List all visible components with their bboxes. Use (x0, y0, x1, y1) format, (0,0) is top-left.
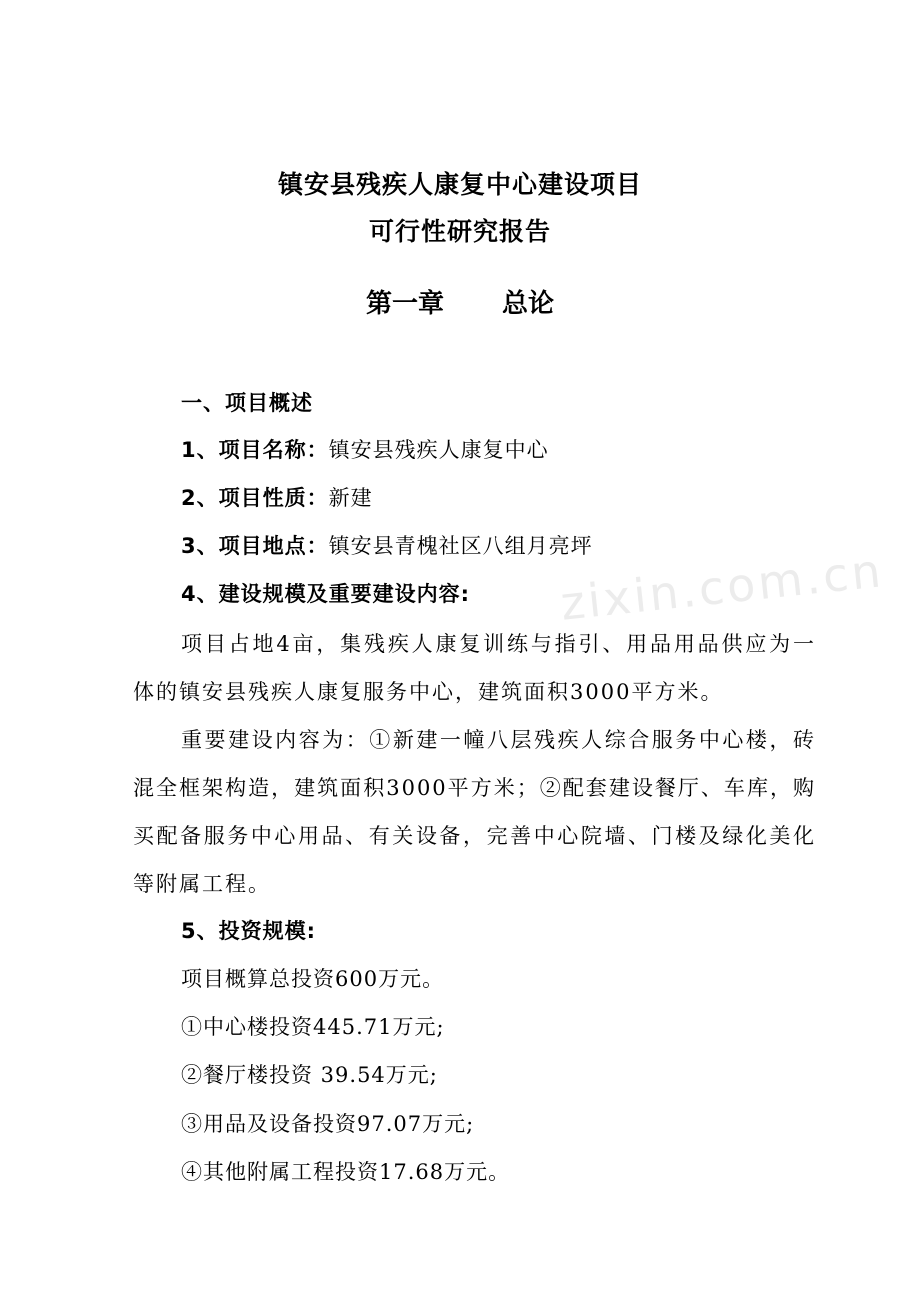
chapter-heading (0, 286, 920, 322)
item-value: 镇安县残疾人康复中心 (328, 438, 549, 462)
item-project-location (181, 531, 593, 561)
investment-item-3: ③用品及设备投资97.07万元; (181, 1112, 475, 1136)
item-value: 镇安县青槐社区八组月亮坪 (328, 534, 593, 558)
item-scale-heading: 4、建设规模及重要建设内容: (181, 582, 471, 606)
item-investment-heading: 5、投资规模: (181, 919, 317, 943)
item-value: 新建 (328, 486, 373, 510)
item-project-nature (181, 483, 373, 513)
item-label: 2、项目性质： (181, 486, 329, 510)
chapter-number: 第一章 (365, 289, 444, 319)
paragraph-scale: 项目占地4亩，集残疾人康复训练与指引、用品用品供应为一体的镇安县残疾人康复服务中心，建筑面积3000平方米。 (133, 632, 816, 704)
item-label: 1、项目名称： (181, 438, 329, 462)
item-project-name (181, 435, 549, 465)
section-heading: 一、项目概述 (181, 391, 313, 415)
item-label: 3、项目地点： (181, 534, 329, 558)
investment-item-4: ④其他附属工程投资17.68万元。 (181, 1160, 511, 1184)
watermark: zixin.com.cn (558, 543, 886, 631)
investment-item-2: ②餐厅楼投资 39.54万元; (181, 1063, 438, 1087)
investment-total: 项目概算总投资600万元。 (181, 967, 445, 991)
report-title-line2: 可行性研究报告 (368, 217, 551, 246)
paragraph-content: 重要建设内容为：①新建一幢八层残疾人综合服务中心楼，砖混全框架构造，建筑面积3000平方米；②配套建设餐厅、车库，购买配备服务中心用品、有关设备，完善中心院墙、门楼及绿化美化等附属工程。 (133, 728, 816, 896)
report-title-line1: 镇安县残疾人康复中心建设项目 (277, 170, 642, 199)
investment-item-1: ①中心楼投资445.71万元; (181, 1015, 445, 1039)
chapter-name: 总论 (502, 289, 555, 319)
